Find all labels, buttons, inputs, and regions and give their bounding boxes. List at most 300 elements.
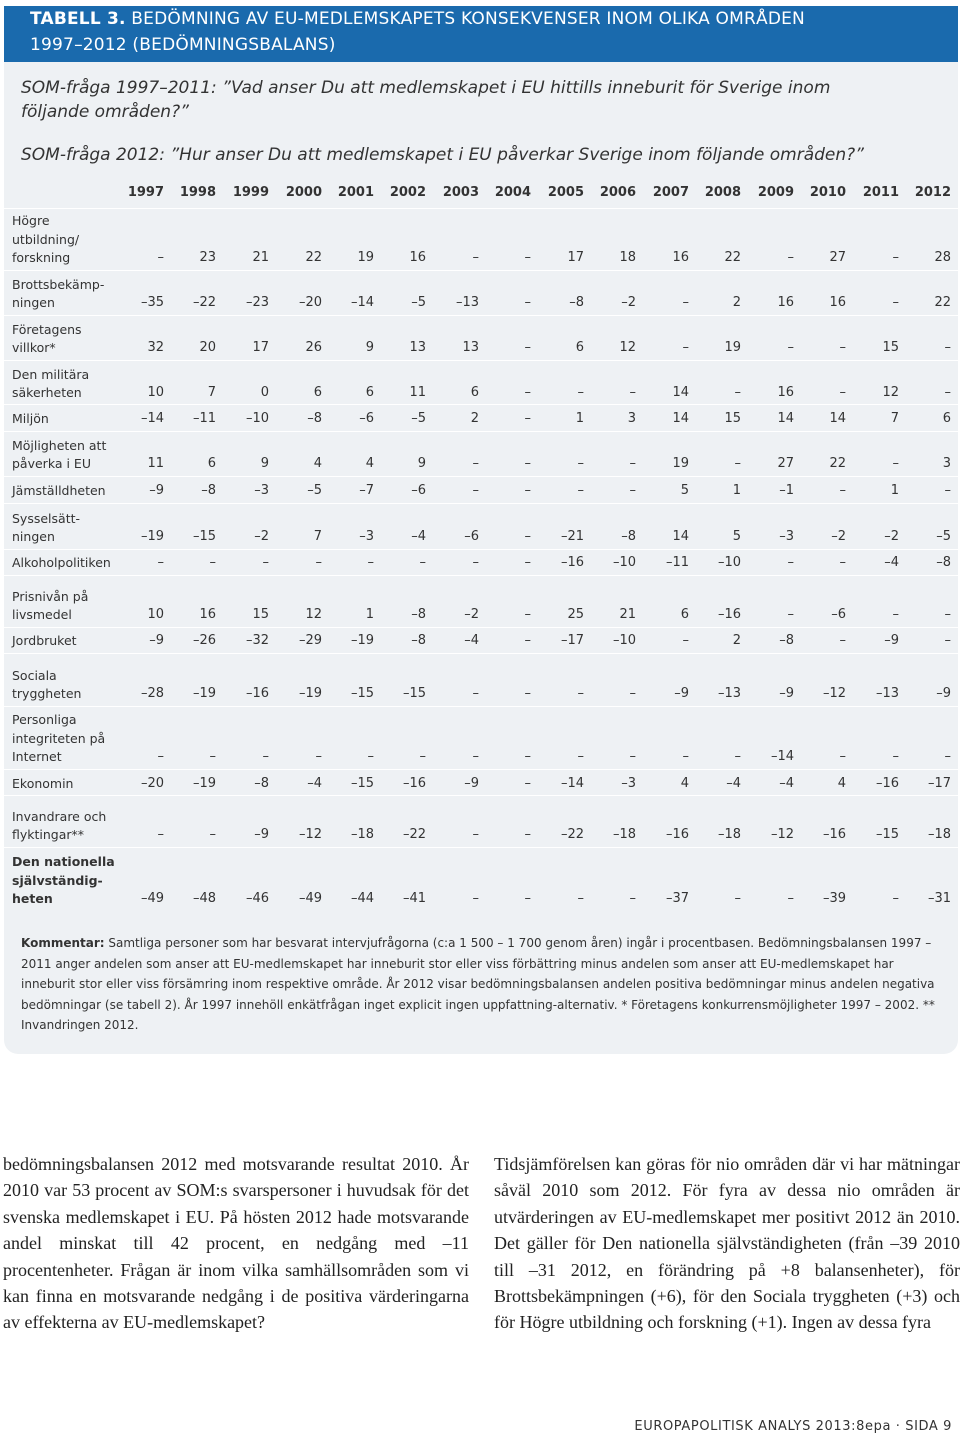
year-header: 2004 bbox=[494, 185, 531, 200]
table-cell: –15 bbox=[402, 686, 426, 701]
table-cell: –32 bbox=[245, 633, 269, 648]
table-cell: 1 bbox=[575, 411, 584, 426]
row-label-line: påverka i EU bbox=[12, 456, 91, 471]
row-label-line: tryggheten bbox=[12, 686, 82, 701]
row-label bbox=[12, 321, 82, 358]
table-cell: –14 bbox=[350, 295, 374, 310]
table-cell: –2 bbox=[884, 529, 899, 544]
year-header: 2010 bbox=[809, 185, 846, 200]
table-cell: 21 bbox=[252, 250, 269, 265]
table-cell: –49 bbox=[298, 891, 322, 906]
table-cell: 27 bbox=[829, 250, 846, 265]
table-cell: 20 bbox=[199, 340, 216, 355]
table-cell: –8 bbox=[779, 633, 794, 648]
row-label-line: Den nationella bbox=[12, 854, 115, 869]
table-cell: – bbox=[629, 483, 636, 498]
table-cell: –9 bbox=[254, 827, 269, 842]
table-cell: –23 bbox=[245, 295, 269, 310]
table-cell: –14 bbox=[140, 411, 164, 426]
row-label-line: Invandrare och bbox=[12, 808, 107, 824]
table-cell: –18 bbox=[927, 827, 951, 842]
table-cell: 4 bbox=[365, 456, 374, 471]
row-label bbox=[12, 808, 106, 845]
table-cell: –5 bbox=[411, 295, 426, 310]
table-cell: –10 bbox=[612, 633, 636, 648]
row-separator bbox=[4, 769, 958, 770]
row-label bbox=[12, 482, 106, 501]
table-cell: 22 bbox=[305, 250, 322, 265]
table-cell: –2 bbox=[831, 529, 846, 544]
body-text-left: bedömningsbalansen 2012 med motsvarande resultat 2010. År 2010 var 53 procent av SOM:s svarspersoner i huvudsak för det svenska medlemskapet i EU. På hösten 2012 hade motsvarande andel minskat till 42 procent, en nedgång med –11 procentenheter. Frågan är inom vilka samhällsområden som vi kan finna en motsvarande nedgång i de positiva värderingarna av effekterna av EU-medlemskapet? bbox=[3, 1154, 469, 1333]
table-cell: –39 bbox=[822, 891, 846, 906]
table-cell: –3 bbox=[621, 776, 636, 791]
row-separator bbox=[4, 431, 958, 432]
table-cell: –16 bbox=[875, 776, 899, 791]
table-cell: –18 bbox=[612, 827, 636, 842]
table-cell: 6 bbox=[313, 385, 322, 400]
table-cell: –9 bbox=[149, 633, 164, 648]
table-cell: 10 bbox=[147, 385, 164, 400]
table-cell: –22 bbox=[192, 295, 216, 310]
table-cell: 7 bbox=[890, 411, 899, 426]
table-cell: –1 bbox=[779, 483, 794, 498]
table-cell: –8 bbox=[411, 607, 426, 622]
table-cell: –2 bbox=[254, 529, 269, 544]
table-cell: 25 bbox=[567, 607, 584, 622]
table-cell: – bbox=[629, 456, 636, 471]
table-header bbox=[4, 6, 958, 62]
table-cell: 2 bbox=[732, 633, 741, 648]
table-cell: – bbox=[157, 749, 164, 764]
table-cell: –8 bbox=[621, 529, 636, 544]
table-cell: – bbox=[524, 385, 531, 400]
table-cell: – bbox=[367, 555, 374, 570]
table-cell: 17 bbox=[252, 340, 269, 355]
table-cell: 21 bbox=[619, 607, 636, 622]
table-cell: –5 bbox=[936, 529, 951, 544]
row-label-line: villkor* bbox=[12, 340, 56, 355]
table-cell: 17 bbox=[567, 250, 584, 265]
year-header: 2005 bbox=[547, 185, 584, 200]
table-cell: – bbox=[524, 607, 531, 622]
table-cell: –26 bbox=[192, 633, 216, 648]
table-cell: –19 bbox=[192, 686, 216, 701]
table-cell: –3 bbox=[254, 483, 269, 498]
year-header: 2003 bbox=[442, 185, 479, 200]
table-cell: – bbox=[157, 827, 164, 842]
table-cell: 15 bbox=[882, 340, 899, 355]
table-cell: –8 bbox=[254, 776, 269, 791]
row-separator bbox=[4, 706, 958, 707]
table-cell: –48 bbox=[192, 891, 216, 906]
table-cell: –9 bbox=[779, 686, 794, 701]
table-cell: 28 bbox=[934, 250, 951, 265]
row-label-line: Personliga bbox=[12, 712, 77, 727]
table-cell: –22 bbox=[560, 827, 584, 842]
row-label-line: säkerheten bbox=[12, 385, 82, 400]
table-cell: – bbox=[787, 250, 794, 265]
table-cell: 13 bbox=[409, 340, 426, 355]
table-cell: 11 bbox=[147, 456, 164, 471]
table-cell: – bbox=[524, 411, 531, 426]
table-cell: –4 bbox=[411, 529, 426, 544]
year-header: 2007 bbox=[652, 185, 689, 200]
row-label-line: integriteten på bbox=[12, 730, 106, 746]
table-cell: –22 bbox=[402, 827, 426, 842]
table-cell: – bbox=[734, 456, 741, 471]
page-footer: EUROPAPOLITISK ANALYS 2013:8epa · SIDA 9 bbox=[634, 1419, 952, 1434]
table-cell: –19 bbox=[192, 776, 216, 791]
table-cell: – bbox=[892, 749, 899, 764]
table-cell: – bbox=[682, 749, 689, 764]
table-cell: – bbox=[524, 340, 531, 355]
table-cell: –3 bbox=[779, 529, 794, 544]
row-label-line: Högre bbox=[12, 213, 50, 228]
table-cell: –5 bbox=[307, 483, 322, 498]
table-cell: – bbox=[682, 295, 689, 310]
table-cell: –9 bbox=[884, 633, 899, 648]
table-title-text: BEDÖMNING AV EU-MEDLEMSKAPETS KONSEKVENSER INOM OLIKA OMRÅDEN bbox=[131, 9, 805, 29]
table-cell: –20 bbox=[140, 776, 164, 791]
table-cell: 10 bbox=[147, 607, 164, 622]
table-cell: – bbox=[472, 827, 479, 842]
row-label-line: heten bbox=[12, 891, 53, 906]
table-cell: 3 bbox=[627, 411, 636, 426]
row-separator bbox=[4, 270, 958, 271]
row-separator bbox=[4, 627, 958, 628]
table-cell: –12 bbox=[822, 686, 846, 701]
table-cell: – bbox=[472, 749, 479, 764]
table-cell: –9 bbox=[149, 483, 164, 498]
table-cell: 27 bbox=[777, 456, 794, 471]
table-cell: –4 bbox=[307, 776, 322, 791]
row-separator bbox=[4, 795, 958, 796]
table-cell: – bbox=[209, 827, 216, 842]
table-cell: 14 bbox=[777, 411, 794, 426]
table-cell: 6 bbox=[207, 456, 216, 471]
table-cell: –6 bbox=[464, 529, 479, 544]
row-separator bbox=[4, 404, 958, 405]
row-separator bbox=[4, 847, 958, 848]
table-cell: 4 bbox=[680, 776, 689, 791]
table-cell: 4 bbox=[837, 776, 846, 791]
row-separator bbox=[4, 315, 958, 316]
row-label bbox=[12, 632, 77, 651]
row-separator bbox=[4, 549, 958, 550]
row-label bbox=[12, 212, 79, 268]
year-header: 2011 bbox=[862, 185, 899, 200]
row-label-line: Ekonomin bbox=[12, 776, 74, 791]
row-label bbox=[12, 410, 49, 429]
table-cell: – bbox=[577, 483, 584, 498]
table-cell: – bbox=[734, 891, 741, 906]
table-cell: – bbox=[524, 891, 531, 906]
table-cell: 12 bbox=[305, 607, 322, 622]
table-cell: –11 bbox=[665, 555, 689, 570]
table-cell: 12 bbox=[882, 385, 899, 400]
table-cell: 16 bbox=[199, 607, 216, 622]
table-cell: – bbox=[524, 295, 531, 310]
table-cell: – bbox=[839, 385, 846, 400]
table-cell: – bbox=[472, 891, 479, 906]
table-cell: –19 bbox=[140, 529, 164, 544]
row-label-line: utbildning/ bbox=[12, 231, 80, 247]
year-header: 1997 bbox=[127, 185, 164, 200]
table-cell: 6 bbox=[680, 607, 689, 622]
row-label-line: Den militära bbox=[12, 366, 90, 382]
row-label-line: forskning bbox=[12, 250, 71, 265]
table-cell: – bbox=[892, 456, 899, 471]
table-cell: –8 bbox=[201, 483, 216, 498]
table-cell: – bbox=[157, 250, 164, 265]
table-title-label: TABELL 3. bbox=[30, 9, 126, 29]
table-cell: –13 bbox=[875, 686, 899, 701]
table-cell: –5 bbox=[411, 411, 426, 426]
table-cell: 14 bbox=[829, 411, 846, 426]
table-cell: 6 bbox=[942, 411, 951, 426]
row-separator bbox=[4, 653, 958, 654]
table-cell: 19 bbox=[357, 250, 374, 265]
table-cell: –10 bbox=[612, 555, 636, 570]
table-cell: – bbox=[209, 555, 216, 570]
table-cell: – bbox=[787, 340, 794, 355]
year-header: 2002 bbox=[389, 185, 426, 200]
row-label-line: Prisnivån på bbox=[12, 588, 89, 604]
table-cell: 16 bbox=[777, 295, 794, 310]
table-cell: 19 bbox=[672, 456, 689, 471]
table-cell: –3 bbox=[359, 529, 374, 544]
year-header: 2009 bbox=[757, 185, 794, 200]
row-label bbox=[12, 711, 105, 767]
table-cell: 0 bbox=[260, 385, 269, 400]
table-cell: 6 bbox=[470, 385, 479, 400]
table-cell: – bbox=[944, 607, 951, 622]
row-label-line: Internet bbox=[12, 749, 62, 764]
table-cell: – bbox=[577, 385, 584, 400]
table-cell: – bbox=[629, 686, 636, 701]
table-cell: 1 bbox=[365, 607, 374, 622]
table-cell: 19 bbox=[724, 340, 741, 355]
table-cell: – bbox=[682, 340, 689, 355]
table-cell: – bbox=[892, 250, 899, 265]
table-cell: – bbox=[839, 633, 846, 648]
table-cell: – bbox=[262, 749, 269, 764]
table-cell: – bbox=[839, 749, 846, 764]
table-cell: 16 bbox=[829, 295, 846, 310]
table-cell: – bbox=[787, 555, 794, 570]
table-cell: – bbox=[944, 340, 951, 355]
row-label-line: livsmedel bbox=[12, 607, 72, 622]
row-label bbox=[12, 853, 115, 909]
table-cell: –16 bbox=[245, 686, 269, 701]
table-cell: –17 bbox=[560, 633, 584, 648]
table-cell: – bbox=[839, 340, 846, 355]
row-label-line: Jämställdheten bbox=[12, 483, 106, 498]
table-cell: –19 bbox=[350, 633, 374, 648]
table-cell: – bbox=[629, 891, 636, 906]
table-cell: – bbox=[315, 555, 322, 570]
table-cell: – bbox=[524, 633, 531, 648]
table-cell: – bbox=[472, 483, 479, 498]
table-cell: – bbox=[734, 749, 741, 764]
row-label-line: Brottsbekämp- bbox=[12, 276, 105, 292]
row-separator bbox=[4, 503, 958, 504]
table-cell: –19 bbox=[298, 686, 322, 701]
row-label bbox=[12, 667, 81, 704]
table-cell: – bbox=[524, 555, 531, 570]
table-cell: 23 bbox=[199, 250, 216, 265]
table-cell: – bbox=[472, 456, 479, 471]
table-cell: –46 bbox=[245, 891, 269, 906]
table-comment bbox=[21, 933, 941, 1036]
table-cell: – bbox=[892, 891, 899, 906]
table-cell: – bbox=[472, 686, 479, 701]
table-cell: – bbox=[839, 555, 846, 570]
table-cell: –8 bbox=[307, 411, 322, 426]
table-cell: – bbox=[262, 555, 269, 570]
table-cell: – bbox=[944, 483, 951, 498]
table-cell: – bbox=[944, 633, 951, 648]
year-header: 1999 bbox=[232, 185, 269, 200]
table-cell: 22 bbox=[934, 295, 951, 310]
body-text-right: Tidsjämförelsen kan göras för nio områden där vi har mätningar såväl 2010 som 2012. För fyra av dessa nio områden är utvärderingen av EU-medlemskapet mer positivt 2012 än 2010. Det gäller för Den nationella självständigheten (från –39 2010 till –31 2012, en förändring på +8 balansenheter), för Brottsbekämpningen (+6), för den Sociala tryggheten (+3) och för Högre utbildning och forskning (+1). Ingen av dessa fyra bbox=[494, 1154, 960, 1333]
table-cell: – bbox=[472, 555, 479, 570]
year-header: 2000 bbox=[285, 185, 322, 200]
row-label-line: Sysselsätt- bbox=[12, 510, 81, 526]
table-cell: 7 bbox=[207, 385, 216, 400]
table-cell: 5 bbox=[732, 529, 741, 544]
table-cell: 6 bbox=[575, 340, 584, 355]
table-cell: –14 bbox=[770, 749, 794, 764]
row-label-line: Möjligheten att bbox=[12, 437, 107, 453]
table-cell: 14 bbox=[672, 385, 689, 400]
table-cell: – bbox=[524, 776, 531, 791]
table-cell: –17 bbox=[927, 776, 951, 791]
table-cell: –18 bbox=[350, 827, 374, 842]
table-cell: 2 bbox=[732, 295, 741, 310]
row-label bbox=[12, 276, 104, 313]
table-cell: 9 bbox=[417, 456, 426, 471]
table-cell: –15 bbox=[350, 686, 374, 701]
year-header: 2012 bbox=[914, 185, 951, 200]
table-cell: 15 bbox=[252, 607, 269, 622]
row-label bbox=[12, 510, 80, 547]
row-label-line: självständig- bbox=[12, 872, 103, 888]
table-cell: 22 bbox=[724, 250, 741, 265]
table-cell: 1 bbox=[732, 483, 741, 498]
row-label-line: Sociala bbox=[12, 667, 57, 683]
table-cell: – bbox=[787, 891, 794, 906]
table-cell: –4 bbox=[779, 776, 794, 791]
table-cell: – bbox=[315, 749, 322, 764]
table-cell: –11 bbox=[192, 411, 216, 426]
table-cell: –4 bbox=[884, 555, 899, 570]
table-cell: – bbox=[787, 607, 794, 622]
table-cell: –2 bbox=[621, 295, 636, 310]
row-label bbox=[12, 437, 106, 474]
table-cell: –21 bbox=[560, 529, 584, 544]
table-cell: –14 bbox=[560, 776, 584, 791]
table-cell: – bbox=[577, 456, 584, 471]
table-cell: –44 bbox=[350, 891, 374, 906]
table-cell: –2 bbox=[464, 607, 479, 622]
table-cell: – bbox=[734, 385, 741, 400]
table-cell: –29 bbox=[298, 633, 322, 648]
table-cell: – bbox=[524, 749, 531, 764]
table-cell: –16 bbox=[717, 607, 741, 622]
table-cell: – bbox=[367, 749, 374, 764]
row-separator bbox=[4, 360, 958, 361]
row-separator bbox=[4, 575, 958, 576]
table-cell: –7 bbox=[359, 483, 374, 498]
table-cell: 14 bbox=[672, 411, 689, 426]
comment-label: Kommentar: bbox=[21, 936, 105, 950]
table-cell: –4 bbox=[726, 776, 741, 791]
table-cell: –15 bbox=[875, 827, 899, 842]
table-cell: 2 bbox=[470, 411, 479, 426]
table-cell: 7 bbox=[313, 529, 322, 544]
row-label bbox=[12, 588, 88, 625]
table-cell: –6 bbox=[831, 607, 846, 622]
comment-text: Samtliga personer som har besvarat intervjufrågorna (c:a 1 500 – 1 700 genom åren) ingår i procentbasen. Bedömningsbalansen 1997 – 2011 anger andelen som anser att EU-medlemskapet har inneburit stor eller viss förbättring minus andelen som anser att EU-medlemskapet har inneburit stor eller viss försämring inom respektive område. År 2012 visar bedömningsbalansen andelen positiva bedömningar minus andelen negativa bedömningar (se tabell 2). År 1997 innehöll enkätfrågan inget explicit ingen uppfattning-alternativ. * Företagens konkurrensmöjligheter 1997 – 2002. ** Invandringen 2012. bbox=[21, 936, 935, 1032]
table-cell: –4 bbox=[464, 633, 479, 648]
table-cell: – bbox=[524, 456, 531, 471]
table-cell: –16 bbox=[560, 555, 584, 570]
table-cell: –35 bbox=[140, 295, 164, 310]
table-cell: – bbox=[892, 607, 899, 622]
table-cell: 5 bbox=[680, 483, 689, 498]
table-cell: –6 bbox=[411, 483, 426, 498]
table-cell: –49 bbox=[140, 891, 164, 906]
question-1-line-2: följande områden?” bbox=[21, 102, 189, 122]
table-cell: – bbox=[524, 827, 531, 842]
table-cell: –28 bbox=[140, 686, 164, 701]
table-cell: –8 bbox=[569, 295, 584, 310]
table-cell: –10 bbox=[245, 411, 269, 426]
table-cell: 22 bbox=[829, 456, 846, 471]
year-header: 2006 bbox=[599, 185, 636, 200]
table-cell: – bbox=[629, 749, 636, 764]
row-label-line: ningen bbox=[12, 295, 55, 310]
row-label bbox=[12, 775, 73, 794]
table-cell: – bbox=[892, 295, 899, 310]
table-cell: 18 bbox=[619, 250, 636, 265]
table-cell: 1 bbox=[890, 483, 899, 498]
table-cell: –16 bbox=[665, 827, 689, 842]
row-label-line: Miljön bbox=[12, 411, 49, 426]
table-cell: – bbox=[839, 483, 846, 498]
table-cell: –15 bbox=[350, 776, 374, 791]
table-title bbox=[30, 9, 805, 29]
table-cell: –31 bbox=[927, 891, 951, 906]
row-separator bbox=[4, 208, 958, 209]
table-cell: – bbox=[577, 749, 584, 764]
table-cell: 6 bbox=[365, 385, 374, 400]
table-cell: –37 bbox=[665, 891, 689, 906]
row-label-line: Jordbruket bbox=[12, 633, 77, 648]
row-label-line: flyktingar** bbox=[12, 827, 85, 842]
table-cell: – bbox=[524, 686, 531, 701]
table-cell: – bbox=[944, 749, 951, 764]
table-cell: 9 bbox=[365, 340, 374, 355]
year-header: 2008 bbox=[704, 185, 741, 200]
table-cell: 3 bbox=[942, 456, 951, 471]
table-cell: –15 bbox=[192, 529, 216, 544]
table-cell: 16 bbox=[672, 250, 689, 265]
table-cell: –9 bbox=[464, 776, 479, 791]
year-header: 2001 bbox=[337, 185, 374, 200]
table-cell: – bbox=[472, 250, 479, 265]
